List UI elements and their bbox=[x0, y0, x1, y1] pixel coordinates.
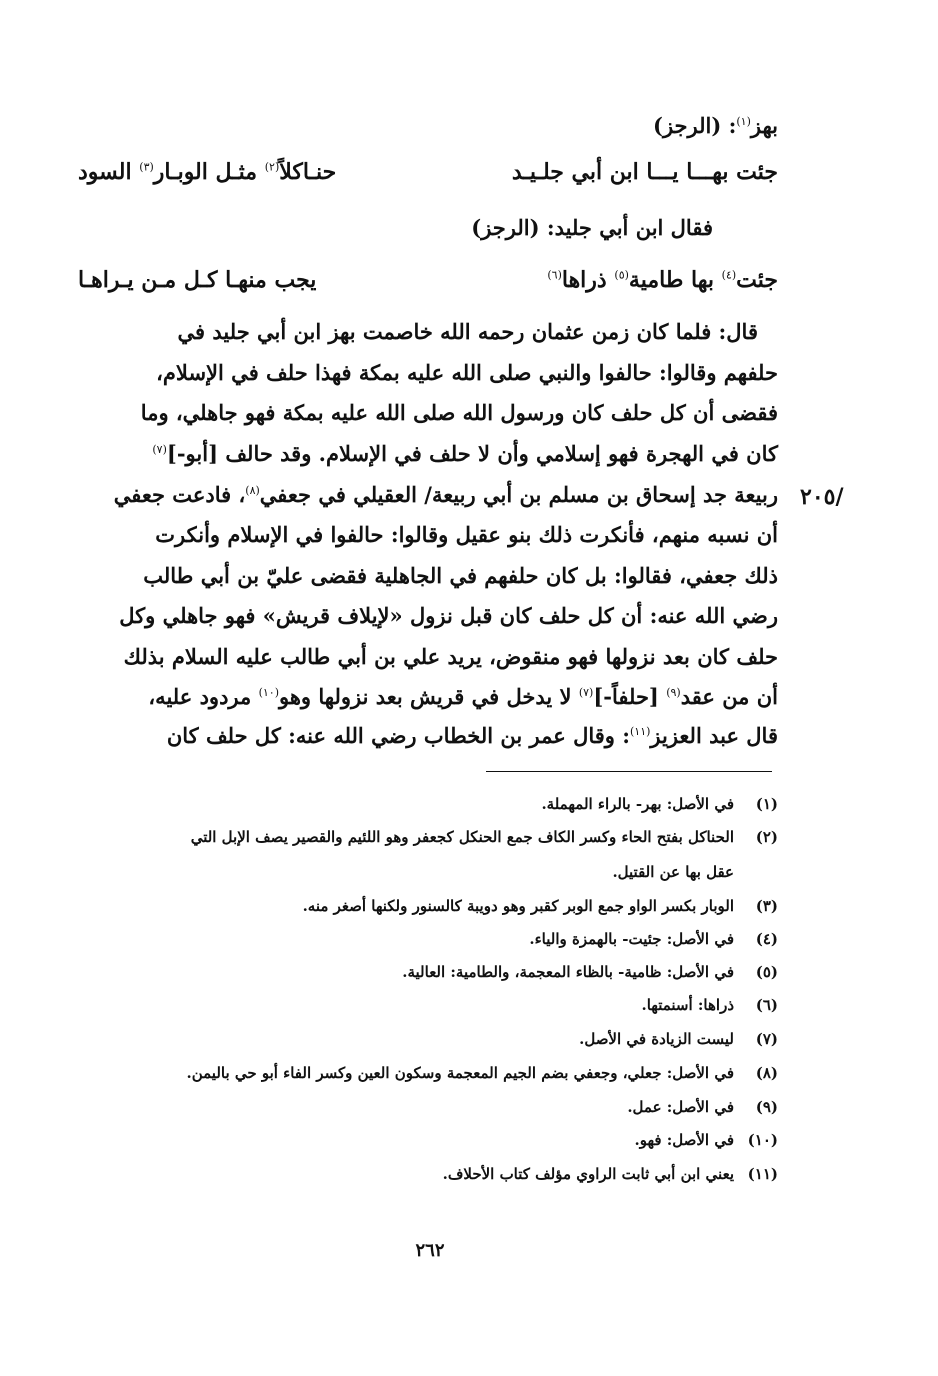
footnote-5: (٥)في الأصل: ظامية- بالظاء المعجمة، والطامية: العالية. bbox=[402, 963, 778, 981]
body-line-3: فقضى أن كل حلف كان ورسول الله صلى الله عليه بمكة فهو جاهلي، وما bbox=[140, 400, 778, 425]
footnote-ref: (٧) bbox=[578, 686, 594, 699]
footnote-ref: (١٠) bbox=[258, 686, 279, 699]
verse1-heading bbox=[78, 112, 778, 140]
speaker-name: بهز bbox=[750, 113, 778, 138]
hemistich-right: جئت بهـــا يـــا ابن أبي جلـيـد bbox=[511, 159, 778, 185]
footnote-ref: (٥) bbox=[614, 268, 629, 282]
page-number: ٢٦٢ bbox=[415, 1240, 445, 1261]
body-line-2: حلفهم وقالوا: حالفوا والنبي صلى الله عليه بمكة فهذا حلف في الإسلام، bbox=[156, 360, 778, 385]
hemistich-left: حنـاكلاً$^{(٢)}$ مثـل الوبـار$^{(٣)}$ السود bbox=[78, 159, 337, 185]
body-line-4: كان في الهجرة فهو إسلامي وأن لا حلف في الإسلام. وقد حالف [أبو-]$^{(٧)}$ bbox=[152, 441, 778, 466]
footnote-ref: (٨) bbox=[245, 484, 260, 497]
hemistich-right: جئت$^{(٤)}$ بها طامية$^{(٥)}$ ذراها$^{(٦)}$ bbox=[547, 267, 778, 293]
footnote-3: (٣)الوبار بكسر الواو جمع الوبر كقبر وهو دويبة كالسنور ولكنها أصغر منه. bbox=[302, 897, 778, 915]
footnote-ref: (٦) bbox=[547, 268, 562, 282]
body-line-11: قال عبد العزيز$^{(١١)}$: وقال عمر بن الخطاب رضي الله عنه: كل حلف كان bbox=[166, 723, 778, 748]
verse2-line bbox=[78, 266, 778, 294]
footnote-9: (٩)في الأصل: عمل. bbox=[627, 1098, 778, 1116]
footnote-separator bbox=[486, 771, 772, 772]
footnote-ref: (١١) bbox=[629, 725, 651, 738]
footnote-10: (١٠)في الأصل: فهو. bbox=[634, 1131, 778, 1149]
body-line-1: قال: فلما كان زمن عثمان رحمه الله خاصمت بهز ابن أبي جليد في bbox=[177, 319, 758, 344]
footnote-11: (١١)يعني ابن أبي ثابت الراوي مؤلف كتاب الأحلاف. bbox=[442, 1165, 778, 1183]
footnote-1: (١)في الأصل: بهر- بالراء المهملة. bbox=[541, 795, 778, 813]
footnote-2: (٢)الحناكل بفتح الحاء وكسر الكاف جمع الحنكل كجعفر وهو اللئيم والقصير يصف الإبل التي bbox=[190, 828, 778, 846]
body-line-9: حلف كان بعد نزولها فهو منقوض، يريد علي بن أبي طالب عليه السلام بذلك bbox=[123, 644, 778, 669]
verse2-intro: فقال ابن أبي جليد: (الرجز) bbox=[471, 215, 713, 240]
footnote-ref: (١) bbox=[736, 115, 751, 128]
body-line-10: أن من عقد$^{(٩)}$ [حلفاً-]$^{(٧)}$ لا يدخل في قريش بعد نزولها وهو$^{(١٠)}$ مردود عليه، bbox=[148, 684, 778, 709]
verse1-line bbox=[78, 158, 778, 186]
body-line-7: ذلك جعفي، فقالوا: بل كان حلفهم في الجاهلية فقضى عليّ بن أبي طالب bbox=[143, 563, 778, 588]
footnote-7: (٧)ليست الزيادة في الأصل. bbox=[579, 1030, 778, 1048]
footnote-4: (٤)في الأصل: جئيت- بالهمزة والياء. bbox=[529, 930, 778, 948]
footnote-ref: (٤) bbox=[721, 268, 737, 282]
footnote-2-continuation: عقل بها عن القتيل. bbox=[612, 863, 734, 881]
footnote-6: (٦)ذراها: أسنمتها. bbox=[641, 996, 778, 1014]
meter-label: : (الرجز) bbox=[653, 113, 737, 138]
footnote-8: (٨)في الأصل: جعلي، وجعفي بضم الجيم المعجمة وسكون العين وكسر الفاء أبو حي باليمن. bbox=[186, 1064, 778, 1082]
body-line-5: ربيعة جد إسحاق بن مسلم بن أبي ربيعة/ العقيلي في جعفي$^{(٨)}$، فادعت جعفي bbox=[113, 482, 778, 507]
margin-folio-number: /٢٠٥ bbox=[800, 484, 844, 510]
body-line-8: رضي الله عنه: أن كل حلف كان قبل نزول «لإيلاف قريش» فهو جاهلي وكل bbox=[119, 603, 778, 628]
footnote-ref: (٢) bbox=[264, 160, 280, 174]
footnote-ref: (٩) bbox=[666, 686, 681, 699]
body-line-6: أن نسبه منهم، فأنكرت ذلك بنو عقيل وقالوا: حالفوا في الإسلام وأنكرت bbox=[155, 522, 778, 547]
hemistich-left: يجب منهـا كـل مـن يـراهـا bbox=[78, 267, 317, 293]
footnote-ref: (٧) bbox=[152, 443, 167, 456]
footnote-ref: (٣) bbox=[139, 160, 154, 174]
